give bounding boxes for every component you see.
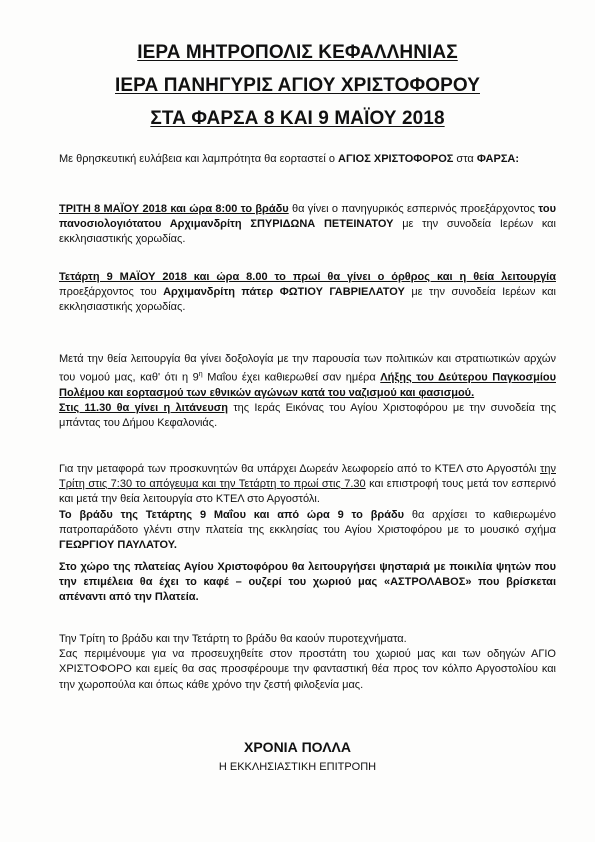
greeting-text: ΧΡΟΝΙΑ ΠΟΛΛΑ [244,739,351,755]
header-metropolis: ΙΕΡΑ ΜΗΤΡΟΠΟΛΙΣ ΚΕΦΑΛΛΗΝΙΑΣ [137,42,458,63]
invitation-text: Σας περιμένουμε για να προσευχηθείτε στον προστάτη του χωριού μας και των οδηγών ΑΓΙΟ ΧΡΙΣΤΟΦΟΡΟ και εμείς θα σας προσφέρουμε την φανταστική θέα προς τον κόλπο Αργοστολίου και την χωροπούλα και όπως κάθε χρόνο την ζεστή φιλοξενία μας. [59,648,556,691]
fireworks-text: Την Τρίτη το βράδυ και την Τετάρτη το βράδυ θα καούν πυροτεχνήματα. [59,633,407,645]
transport-text-2: και επιστροφή τους μετά τον εσπερινό και μετά την θεία λειτουργία στο ΚΤΕΛ στο Αργοστόλι. [59,478,557,506]
transport-text: Για την μεταφορά των προσκυνητών θα υπάρχει Δωρεάν λεωφορείο από το ΚΤΕΛ στο Αργοστόλι [59,463,541,475]
doxology-sup: η [198,371,203,379]
glenti-text: θα αρχίσει το καθιερωμένο πατροπαράδοτο γλέντι στην πλατεία της εκκλησίας του Αγίου Χριστοφόρου με το μουσικό σχήμα [59,508,556,536]
transport-paragraph [59,462,556,553]
tuesday-paragraph [59,202,556,248]
tuesday-text: θα γίνει ο πανηγυρικός εσπερινός προεξάρχοντος [288,203,539,215]
header-dates: ΣΤΑ ΦΑΡΣΑ 8 ΚΑΙ 9 ΜΑΪΟΥ 2018 [150,108,445,129]
doxology-text: Μετά την θεία λειτουργία θα γίνει δοξολογία με την παρουσία των πολιτικών και στρατιωτικών αρχών του νομού μας, καθ' ότι η 9 [59,353,556,384]
wednesday-text: προεξάρχοντος του [59,286,164,299]
glenti-musician: ΓΕΩΡΓΙΟΥ ΠΑΥΛΑΤΟΥ. [59,539,177,552]
tuesday-celebrant: του πανοσιολογιότατου Αρχιμανδρίτη ΣΠΥΡΙΔΩΝΑ ΠΕΤΕΙΝΑΤΟΥ [59,203,556,231]
commemoration-text: Λήξης του Δεύτερου Παγκοσμίου Πολέμου και εορτασμού των εθνικών αγώνων κατά του ναζισμού και φασισμού. [59,371,556,400]
wednesday-paragraph [59,270,556,316]
glenti-time: Το βράδυ της Τετάρτης 9 Μαΐου και από ώρα 9 το βράδυ [59,508,405,521]
doxology-text-2: Μαΐου έχει καθιερωθεί σαν ημέρα [202,371,381,384]
header-feast: ΙΕΡΑ ΠΑΝΗΓΥΡΙΣ ΑΓΙΟΥ ΧΡΙΣΤΟΦΟΡΟΥ [115,75,480,96]
doxology-paragraph [59,352,556,432]
transport-times: την Τρίτη στις 7:30 το απόγευμα και την Τετάρτη το πρωί στις 7.30 [59,463,556,491]
closing-notes-paragraph [59,632,556,693]
litany-text: της Ιεράς Εικόνας του Αγίου Χριστοφόρου με την συνοδεία της μπάντας του Δήμου Κεφαλονιάς. [59,402,556,430]
litany-time: Στις 11.30 θα γίνει η λιτάνευση [59,402,229,415]
tuesday-text-2: με την συνοδεία Ιερέων και εκκλησιαστικής χορωδίας. [59,218,556,246]
intro-place: ΦΑΡΣΑ: [476,153,520,165]
wednesday-celebrant: Αρχιμανδρίτη πάτερ ΦΩΤΙΟΥ ΓΑΒΡΙΕΛΑΤΟΥ [163,286,405,299]
tuesday-date: ΤΡΙΤΗ 8 ΜΑΪΟΥ 2018 και ώρα 8:00 το βράδυ [59,203,289,215]
committee-signature: Η ΕΚΚΛΗΣΙΑΣΤΙΚΗ ΕΠΙΤΡΟΠΗ [218,761,377,773]
intro-saint: ΑΓΙΟΣ ΧΡΙΣΤΟΦΟΡΟΣ [338,153,454,165]
food-paragraph: Στο χώρο της πλατείας Αγίου Χριστοφόρου θα λειτουργήσει ψησταριά με ποικιλία ψητών που την επιμέλεια θα έχει το καφέ – ουζερί του χωριού μας «ΑΣΤΡΟΛΑΒΟΣ» που βρίσκεται απέναντι από την Πλατεία. [59,561,556,604]
wednesday-date: Τετάρτη 9 ΜΑΪΟΥ 2018 και ώρα 8.00 το πρωί θα γίνει ο όρθρος και η θεία λειτουργία [59,271,556,283]
intro-paragraph [59,152,556,167]
intro-text-2: στα [453,153,477,165]
wednesday-text-2: με την συνοδεία Ιερέων και εκκλησιαστικής χορωδίας. [59,286,556,314]
intro-text: Με θρησκευτική ευλάβεια και λαμπρότητα θα εορταστεί ο [59,153,339,165]
